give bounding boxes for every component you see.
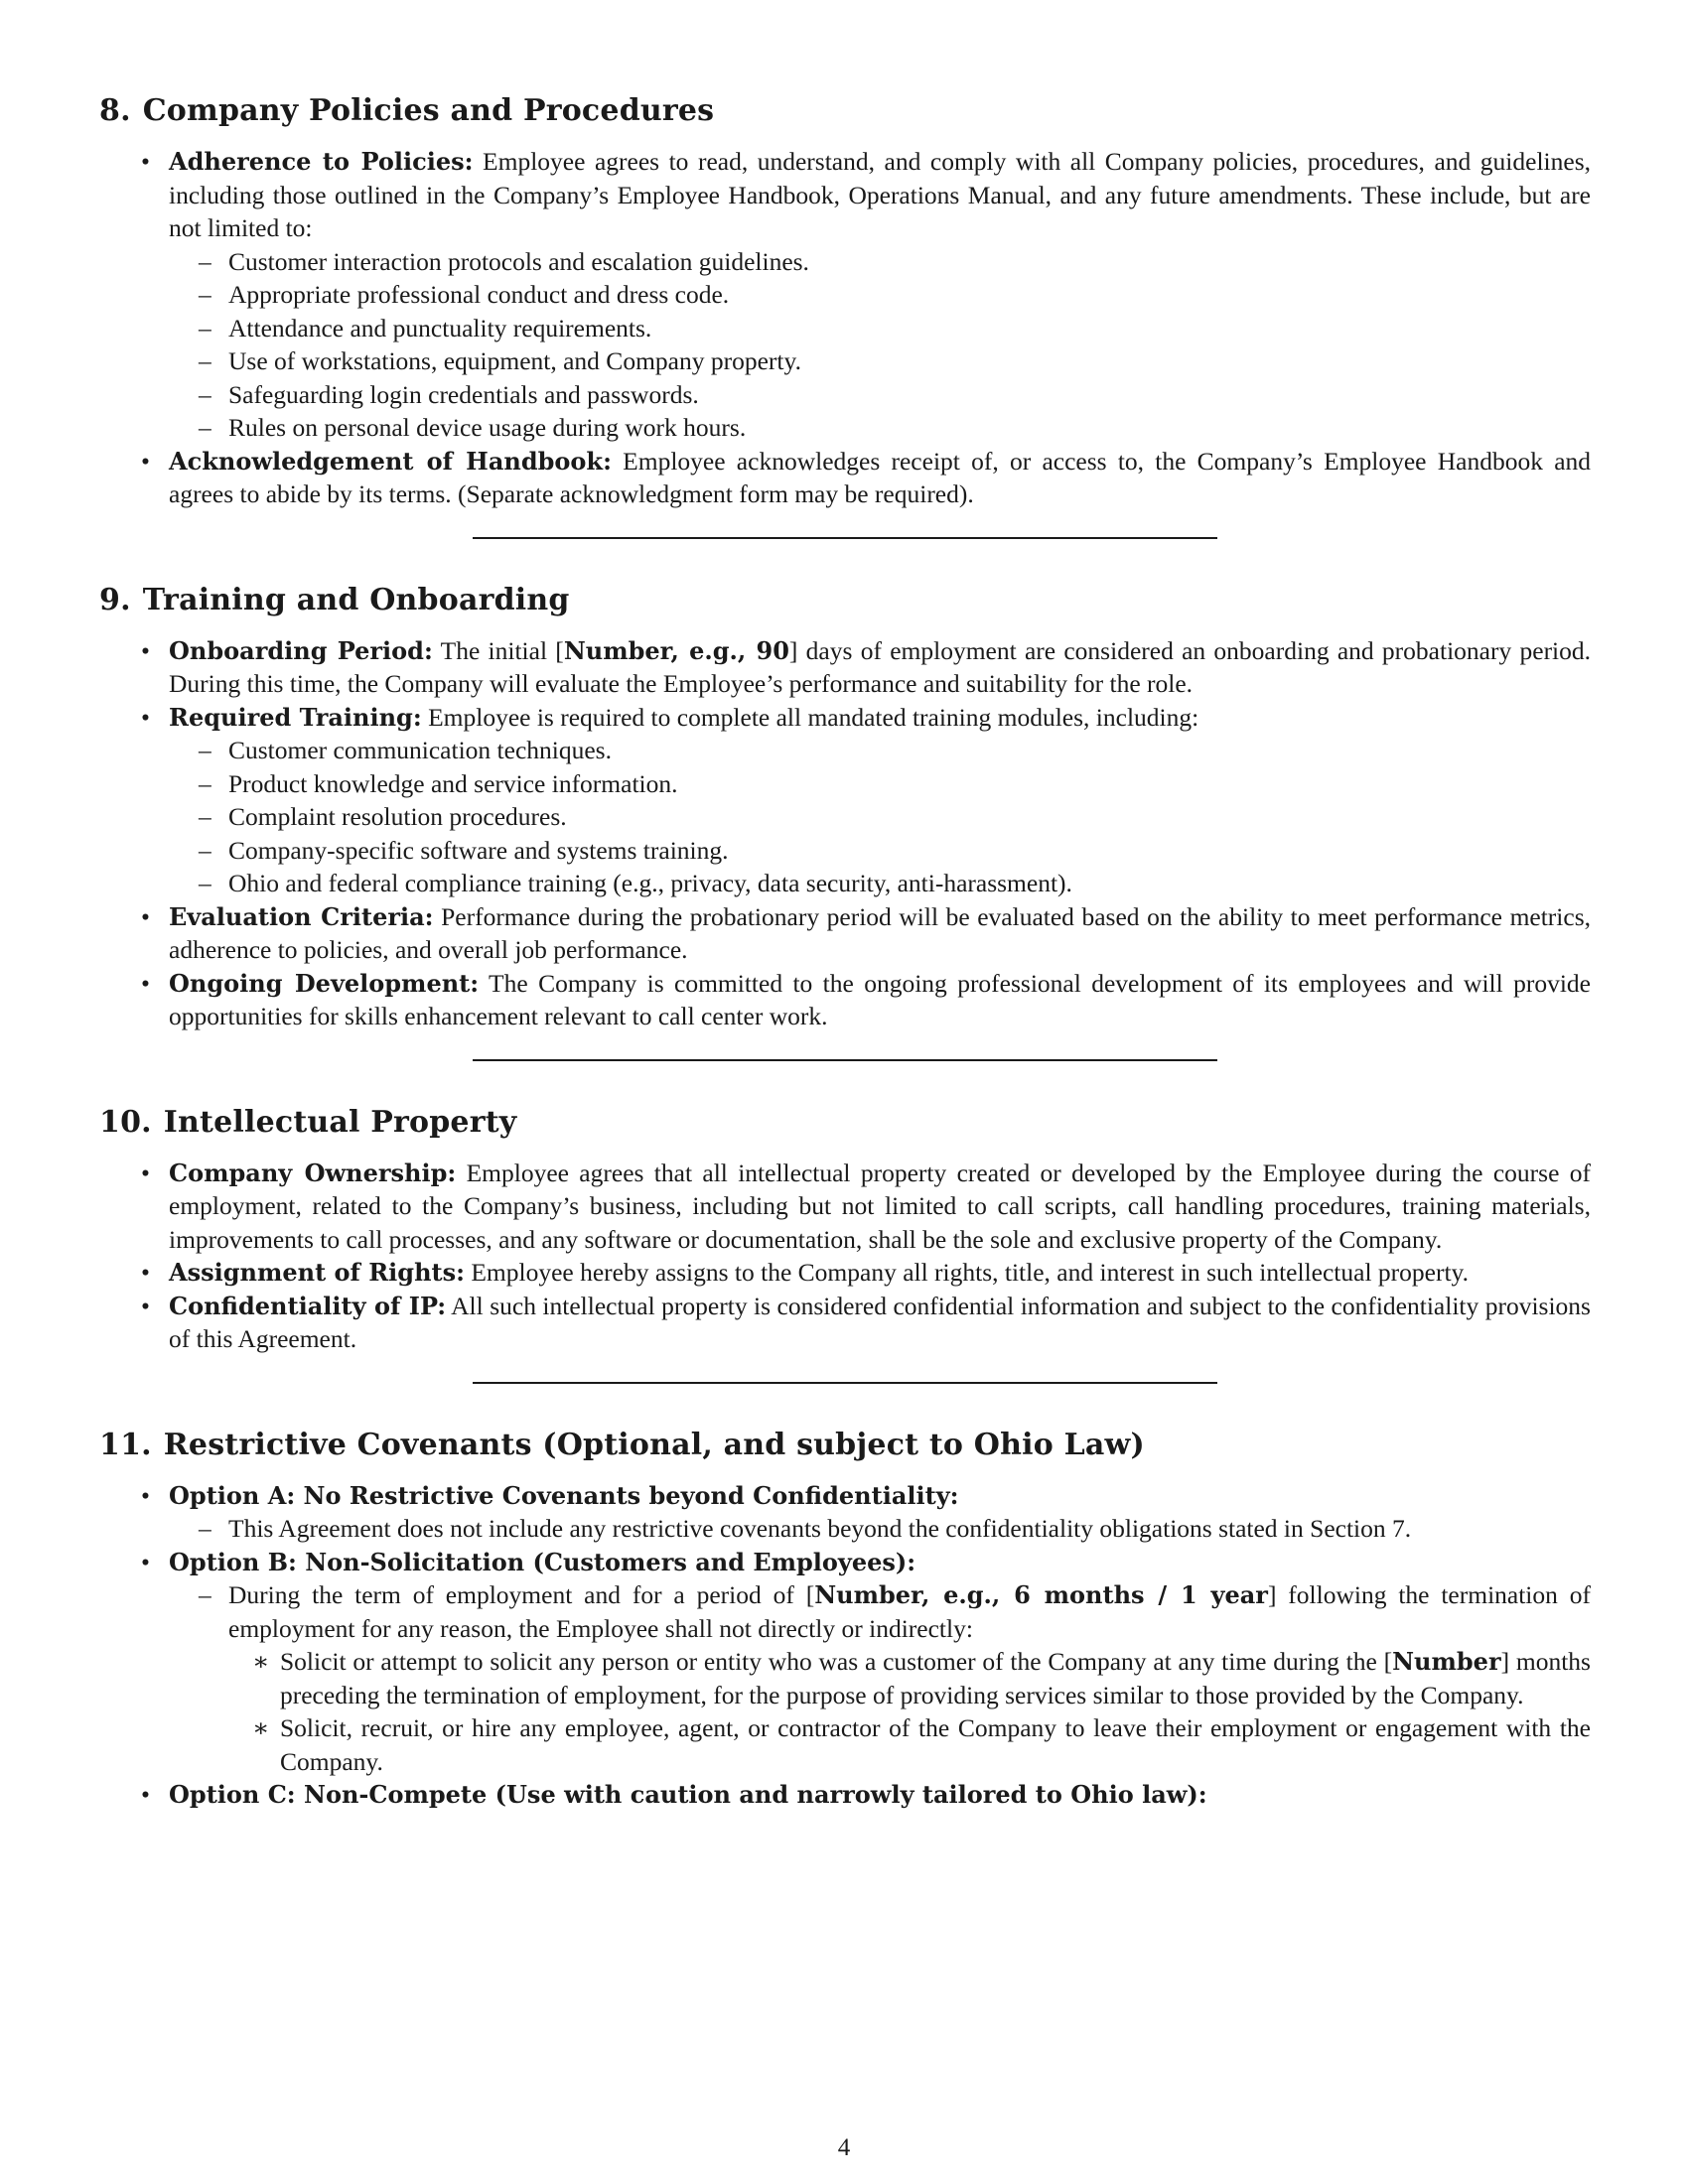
sub-list-item: – Attendance and punctuality requirements. (228, 312, 1591, 345)
nested-list-item: ∗ Solicit or attempt to solicit any person or entity who was a customer of the Company at any time during the [Number] months preceding the termination of employment, for the purpose of providing services similar to those provided by the Company. (280, 1645, 1591, 1711)
sub-list-item: – During the term of employment and for a period of [Number, e.g., 6 months / 1 year] following the termination of employment for any reason, the Employee shall not directly or indirectly: ∗ Solicit or attempt to solicit any person or entity who was a customer of the Company at any time during the [Number] months preceding the termination of employment, for the purpose of providing services similar to those provided by the Company. ∗ Solicit, recruit, or hire any employee, agent, or contractor of the Company to leave their employment or engagement with the Company. (228, 1578, 1591, 1778)
item-text: Employee is required to complete all mandated training modules, including: (421, 702, 1199, 732)
section-8 (99, 91, 1591, 511)
list-item (169, 1290, 1591, 1356)
placeholder-text: Number, e.g., 90 (563, 635, 789, 665)
sub-list-item: – Safeguarding login credentials and passwords. (228, 378, 1591, 412)
item-label: Acknowledgement of Handbook: (169, 446, 612, 476)
page-number: 4 (837, 2134, 851, 2161)
sub-list-item: – Ohio and federal compliance training (e.g., privacy, data security, anti-harassment). (228, 867, 1591, 900)
item-text: The Company is committed to the ongoing professional development of its employees and will provide opportunities for skills enhancement relevant to call center work. (169, 968, 1591, 1030)
item-text: Employee agrees that all intellectual property created or developed by the Employee during the course of employment, related to the Company’s business, including but not limited to call scripts, call handling procedures, training materials, improvements to call processes, and any software or documentation, shall be the sole and exclusive property of the Company. (169, 1158, 1591, 1254)
sub-list-item: – Company-specific software and systems training. (228, 834, 1591, 868)
nested-list-item: ∗ Solicit, recruit, or hire any employee, agent, or contractor of the Company to leave their employment or engagement with the Company. (280, 1711, 1591, 1778)
item-text: Employee agrees to read, understand, and comply with all Company policies, procedures, and guidelines, including those outlined in the Company’s Employee Handbook, Operations Manual, and any future amendments. These include, but are not limited to: (169, 147, 1591, 242)
section-heading: 9. Training and Onboarding (99, 582, 570, 617)
sub-list-item: – Rules on personal device usage during work hours. (228, 411, 1591, 445)
item-label: Adherence to Policies: (169, 147, 474, 176)
item-label: Option C: Non-Compete (Use with caution and narrowly tailored to Ohio law): (169, 1780, 1207, 1809)
section-heading: 10. Intellectual Property (99, 1104, 517, 1140)
section-heading: 11. Restrictive Covenants (Optional, and subject to Ohio Law) (99, 1427, 1145, 1462)
item-text: All such intellectual property is considered confidential information and subject to the confidentiality provisions of this Agreement. (169, 1291, 1591, 1353)
item-text: Performance during the probationary period will be evaluated based on the ability to meet performance metrics, adherence to policies, and overall job performance. (169, 901, 1591, 964)
list-item (169, 445, 1591, 511)
section-9 (99, 581, 1591, 1033)
sub-list-item: – Appropriate professional conduct and dress code. (228, 278, 1591, 312)
list-item (169, 900, 1591, 967)
list-item (169, 145, 1591, 445)
placeholder-text: Number (1392, 1647, 1501, 1676)
item-label: Company Ownership: (169, 1158, 457, 1187)
list-item (169, 1256, 1591, 1290)
item-label: Evaluation Criteria: (169, 901, 434, 931)
item-label: Onboarding Period: (169, 635, 433, 665)
list-item (169, 1778, 1591, 1812)
section-heading: 8. Company Policies and Procedures (99, 93, 715, 128)
document-page (99, 91, 1591, 1812)
list-item (169, 967, 1591, 1033)
item-text: Employee acknowledges receipt of, or access to, the Company’s Employee Handbook and agrees to abide by its terms. (Separate acknowledgment form may be required). (169, 446, 1592, 508)
section-divider (473, 537, 1217, 539)
item-label: Option B: Non-Solicitation (Customers and Employees): (169, 1547, 916, 1576)
sub-list-item: – Customer communication techniques. (228, 734, 1591, 767)
item-label: Assignment of Rights: (169, 1258, 465, 1287)
list-item (169, 1546, 1591, 1779)
list-item (169, 1157, 1591, 1257)
item-label: Confidentiality of IP: (169, 1291, 447, 1320)
item-label: Ongoing Development: (169, 968, 480, 998)
sub-list-item: – This Agreement does not include any restrictive covenants beyond the confidentiality obligations stated in Section 7. (228, 1512, 1591, 1546)
placeholder-text: Number, e.g., 6 months / 1 year (814, 1580, 1268, 1609)
section-10 (99, 1103, 1591, 1356)
sub-list-item: – Product knowledge and service information. (228, 767, 1591, 801)
list-item (169, 701, 1591, 900)
sub-list-item: – Complaint resolution procedures. (228, 800, 1591, 834)
sub-list-item: – Use of workstations, equipment, and Company property. (228, 344, 1591, 378)
item-label: Required Training: (169, 702, 422, 732)
sub-list-item: – Customer interaction protocols and escalation guidelines. (228, 245, 1591, 279)
section-divider (473, 1059, 1217, 1061)
item-label: Option A: No Restrictive Covenants beyond Confidentiality: (169, 1480, 959, 1510)
section-divider (473, 1382, 1217, 1384)
section-11 (99, 1426, 1591, 1812)
list-item (169, 1479, 1591, 1546)
list-item: • Onboarding Period: The initial [Number, e.g., 90] days of employment are considered an onboarding and probationary period. During this time, the Company will evaluate the Employee’s performance and suitability for the role. (169, 634, 1591, 701)
item-text: Employee hereby assigns to the Company all rights, title, and interest in such intellectual property. (464, 1258, 1470, 1287)
